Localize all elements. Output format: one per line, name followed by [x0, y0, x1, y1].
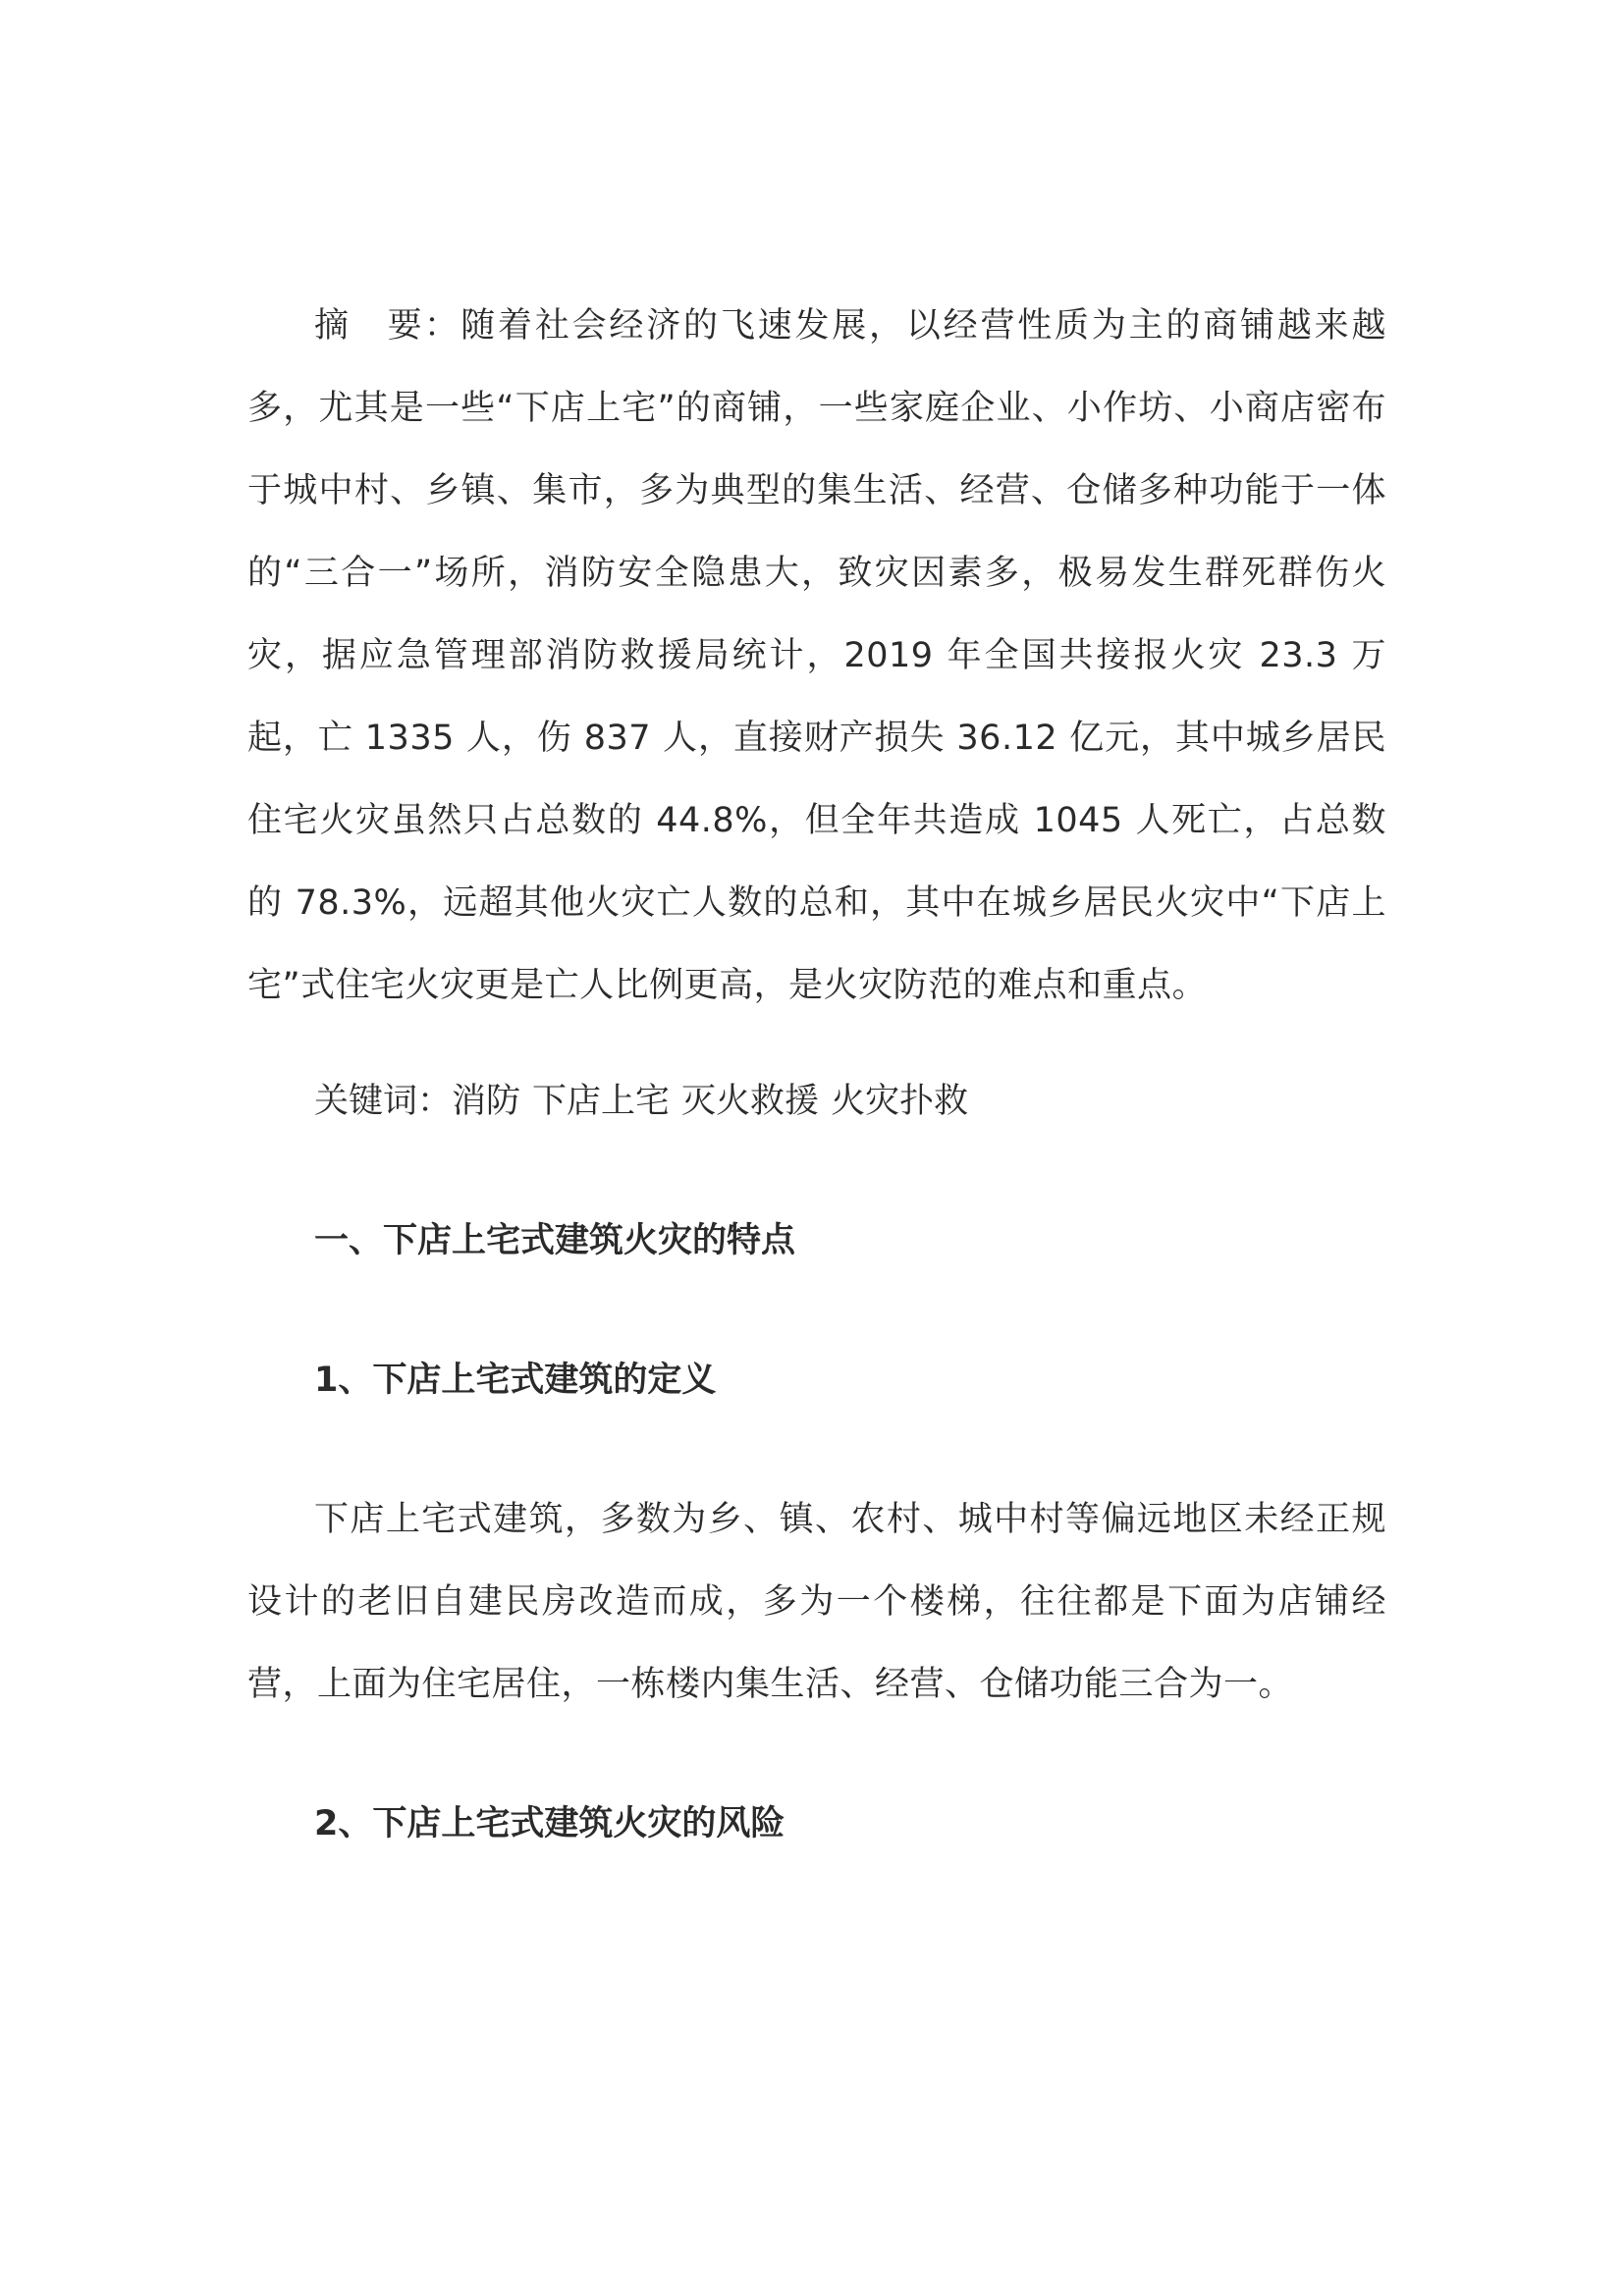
section-heading: 一、下店上宅式建筑火灾的特点	[314, 1221, 796, 1260]
keywords-line	[247, 1060, 1386, 1143]
abstract-text: 随着社会经济的飞速发展，以经营性质为主的商铺越来越多，尤其是一些“下店上宅”的商铺，一些家庭企业、小作坊、小商店密布于城中村、乡镇、集市，多为典型的集生活、经营、仓储多种功能于一体的“三合一”场所，消防安全隐患大，致灾因素多，极易发生群死群伤火灾，据应急管理部消防救援局统计，2019 年全国共接报火灾 23.3 万起，亡 1335 人，伤 837 人，直接财产损失 36.12 亿元，其中城乡居民住宅火灾虽然只占总数的 44.8%，但全年共造成 1045 人死亡，占总数的 78.3%，远超其他火灾亡人数的总和，其中在城乡居民火灾中“下店上宅”式住宅火灾更是亡人比例更高，是火灾防范的难点和重点。	[247, 306, 1386, 1005]
document-page	[247, 285, 1386, 1865]
spacer	[247, 1726, 1386, 1783]
spacer	[247, 1027, 1386, 1060]
body-paragraph: 下店上宅式建筑，多数为乡、镇、农村、城中村等偏远地区未经正规设计的老旧自建民房改造而成，多为一个楼梯，往往都是下面为店铺经营，上面为住宅居住，一栋楼内集生活、经营、仓储功能三合为一。	[247, 1500, 1386, 1704]
keyword: 消防	[452, 1082, 521, 1121]
spacer	[247, 1143, 1386, 1200]
keyword: 火灾扑救	[831, 1082, 969, 1121]
subsection-heading: 2、下店上宅式建筑火灾的风险	[314, 1804, 785, 1843]
spacer	[247, 1282, 1386, 1339]
keywords-label: 关键词：	[314, 1082, 453, 1121]
abstract-label: 摘 要：	[314, 306, 461, 346]
abstract-paragraph	[247, 285, 1386, 1027]
subsection-heading: 1、下店上宅式建筑的定义	[314, 1361, 717, 1400]
keyword: 下店上宅	[532, 1082, 671, 1121]
spacer	[247, 1421, 1386, 1478]
keyword: 灭火救援	[681, 1082, 820, 1121]
